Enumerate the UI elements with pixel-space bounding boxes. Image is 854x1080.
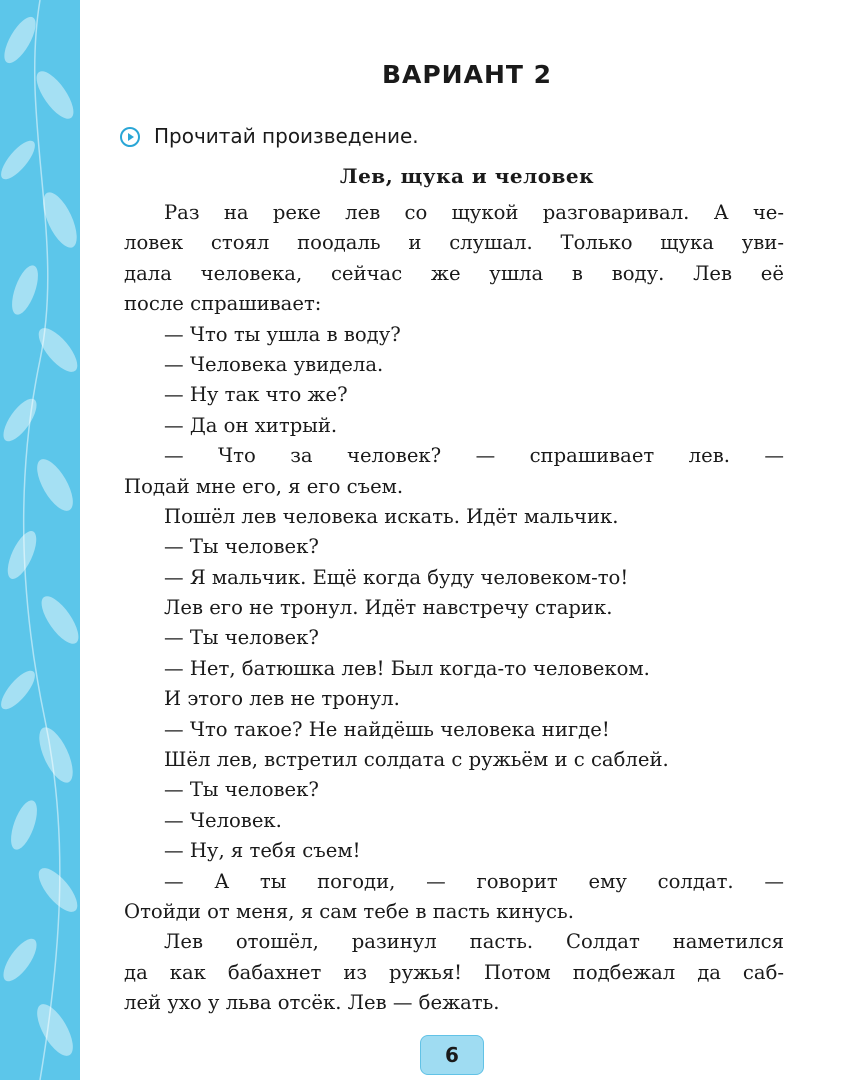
story-line: — Человек. [164,808,282,832]
story-line: — Нет, батюшка лев! Был когда-то человеком. [164,656,650,680]
leaf-pattern-icon [0,0,80,1080]
story-line: лей ухо у льва отсёк. Лев — бежать. [124,991,500,1015]
textbook-page [80,0,854,1080]
story-line: после спрашивает: [124,292,322,316]
story-line: — Что ты ушла в воду? [164,322,401,346]
story-line: — Да он хитрый. [164,413,338,437]
story-text [124,198,784,1019]
story-line: — Что за человек? — спрашивает лев. — [164,444,784,468]
task-text: Прочитай произведение. [154,124,419,148]
page-number-badge: 6 [420,1035,484,1075]
story-line: — Что такое? Не найдёшь человека нигде! [164,717,610,741]
story-line: И этого лев не тронул. [164,687,400,711]
story-line: Отойди от меня, я сам тебе в пасть кинусь. [124,899,574,923]
story-line: — А ты погоди, — говорит ему солдат. — [164,869,784,893]
story-line: — Ты человек? [164,626,319,650]
story-line: Шёл лев, встретил солдата с ружьём и с саблей. [164,748,669,772]
story-line: Раз на реке лев со щукой разговаривал. А че- [164,201,784,224]
decorative-leaf-band [0,0,80,1080]
story-line: Лев его не тронул. Идёт навстречу старик. [164,596,613,620]
story-line: Лев отошёл, разинул пасть. Солдат наметился [164,930,784,954]
story-line: ловек стоял поодаль и слушал. Только щука уви- [124,231,784,255]
story-line: — Ну так что же? [164,383,348,407]
story-line: — Ты человек? [164,535,319,559]
arrow-circle-icon [120,127,140,147]
story-line: Пошёл лев человека искать. Идёт мальчик. [164,504,619,528]
task-instruction [120,124,419,148]
story-line: — Человека увидела. [164,352,384,376]
story-line: дала человека, сейчас же ушла в воду. Лев её [124,261,784,285]
story-title: Лев, щука и человек [339,164,595,188]
variant-heading: ВАРИАНТ 2 [381,60,553,89]
story-line: — Ну, я тебя съем! [164,839,361,863]
story-line: — Ты человек? [164,778,319,802]
story-line: да как бабахнет из ружья! Потом подбежал да саб- [124,960,784,984]
story-line: Подай мне его, я его съем. [124,474,404,498]
story-line: — Я мальчик. Ещё когда буду человеком-то! [164,565,629,589]
